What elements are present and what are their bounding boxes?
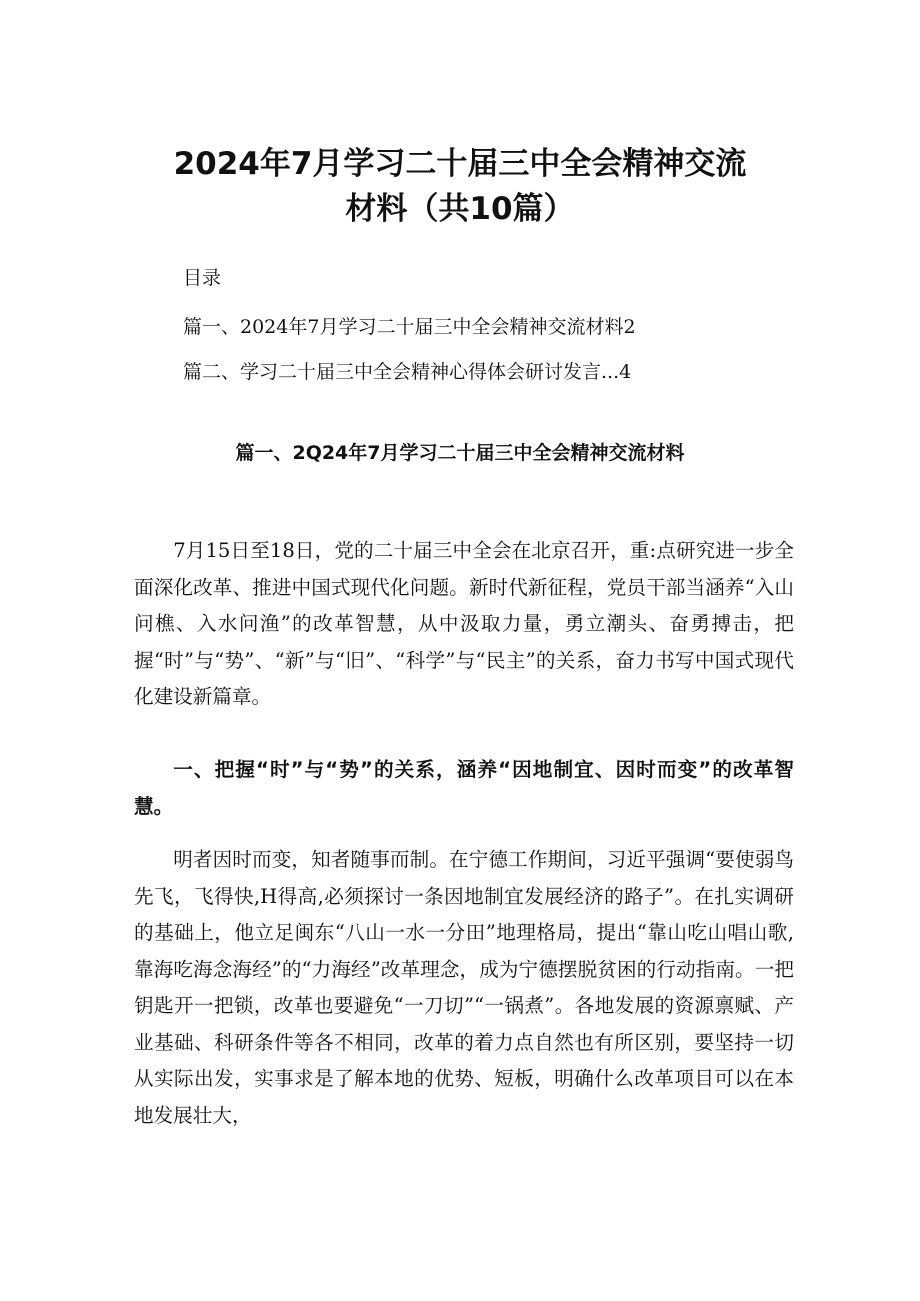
- toc-label: 目录: [183, 267, 222, 289]
- toc-item[interactable]: 篇二、学习二十届三中全会精神心得体会研讨发言...4: [183, 361, 632, 383]
- section-heading: 篇一、2Q24年7月学习二十届三中全会精神交流材料: [235, 442, 685, 464]
- document-title-line-2: 材料（共10篇）: [345, 191, 575, 227]
- body-paragraph: 7月15日至18日，党的二十届三中全会在北京召开，重:点研究进一步全面深化改革、推进中国式现代化问题。新时代新征程，党员干部当涵养“入山问樵、入水问渔”的改革智慧，从中汲取力量，勇立潮头、奋勇搏击，把握“时”与“势”、“新”与“旧”、“科学”与“民主”的关系，奋力书写中国式现代化建设新篇章。: [134, 539, 794, 708]
- document-title-line-1: 2024年7月学习二十届三中全会精神交流: [173, 146, 747, 182]
- body-paragraph: 明者因时而变，知者随事而制。在宁德工作期间，习近平强调“要使弱鸟先飞，飞得快,H得高,必须探讨一条因地制宜发展经济的路子”。在扎实调研的基础上，他立足闽东“八山一水一分田”地理格局，提出“靠山吃山唱山歌,靠海吃海念海经”的“力海经”改革理念，成为宁德摆脱贫困的行动指南。一把钥匙开一把锁，改革也要避免“一刀切”“一锅煮”。各地发展的资源禀赋、产业基础、科研条件等各不相同，改革的着力点自然也有所区别，要坚持一切从实际出发，实事求是了解本地的优势、短板，明确什么改革项目可以在本地发展壮大，: [134, 848, 794, 1127]
- toc-item[interactable]: 篇一、2024年7月学习二十届三中全会精神交流材料2: [183, 316, 636, 338]
- subheading-paragraph: 一、把握“时”与“势”的关系，涵养“因地制宜、因时而变”的改革智慧。: [134, 758, 794, 818]
